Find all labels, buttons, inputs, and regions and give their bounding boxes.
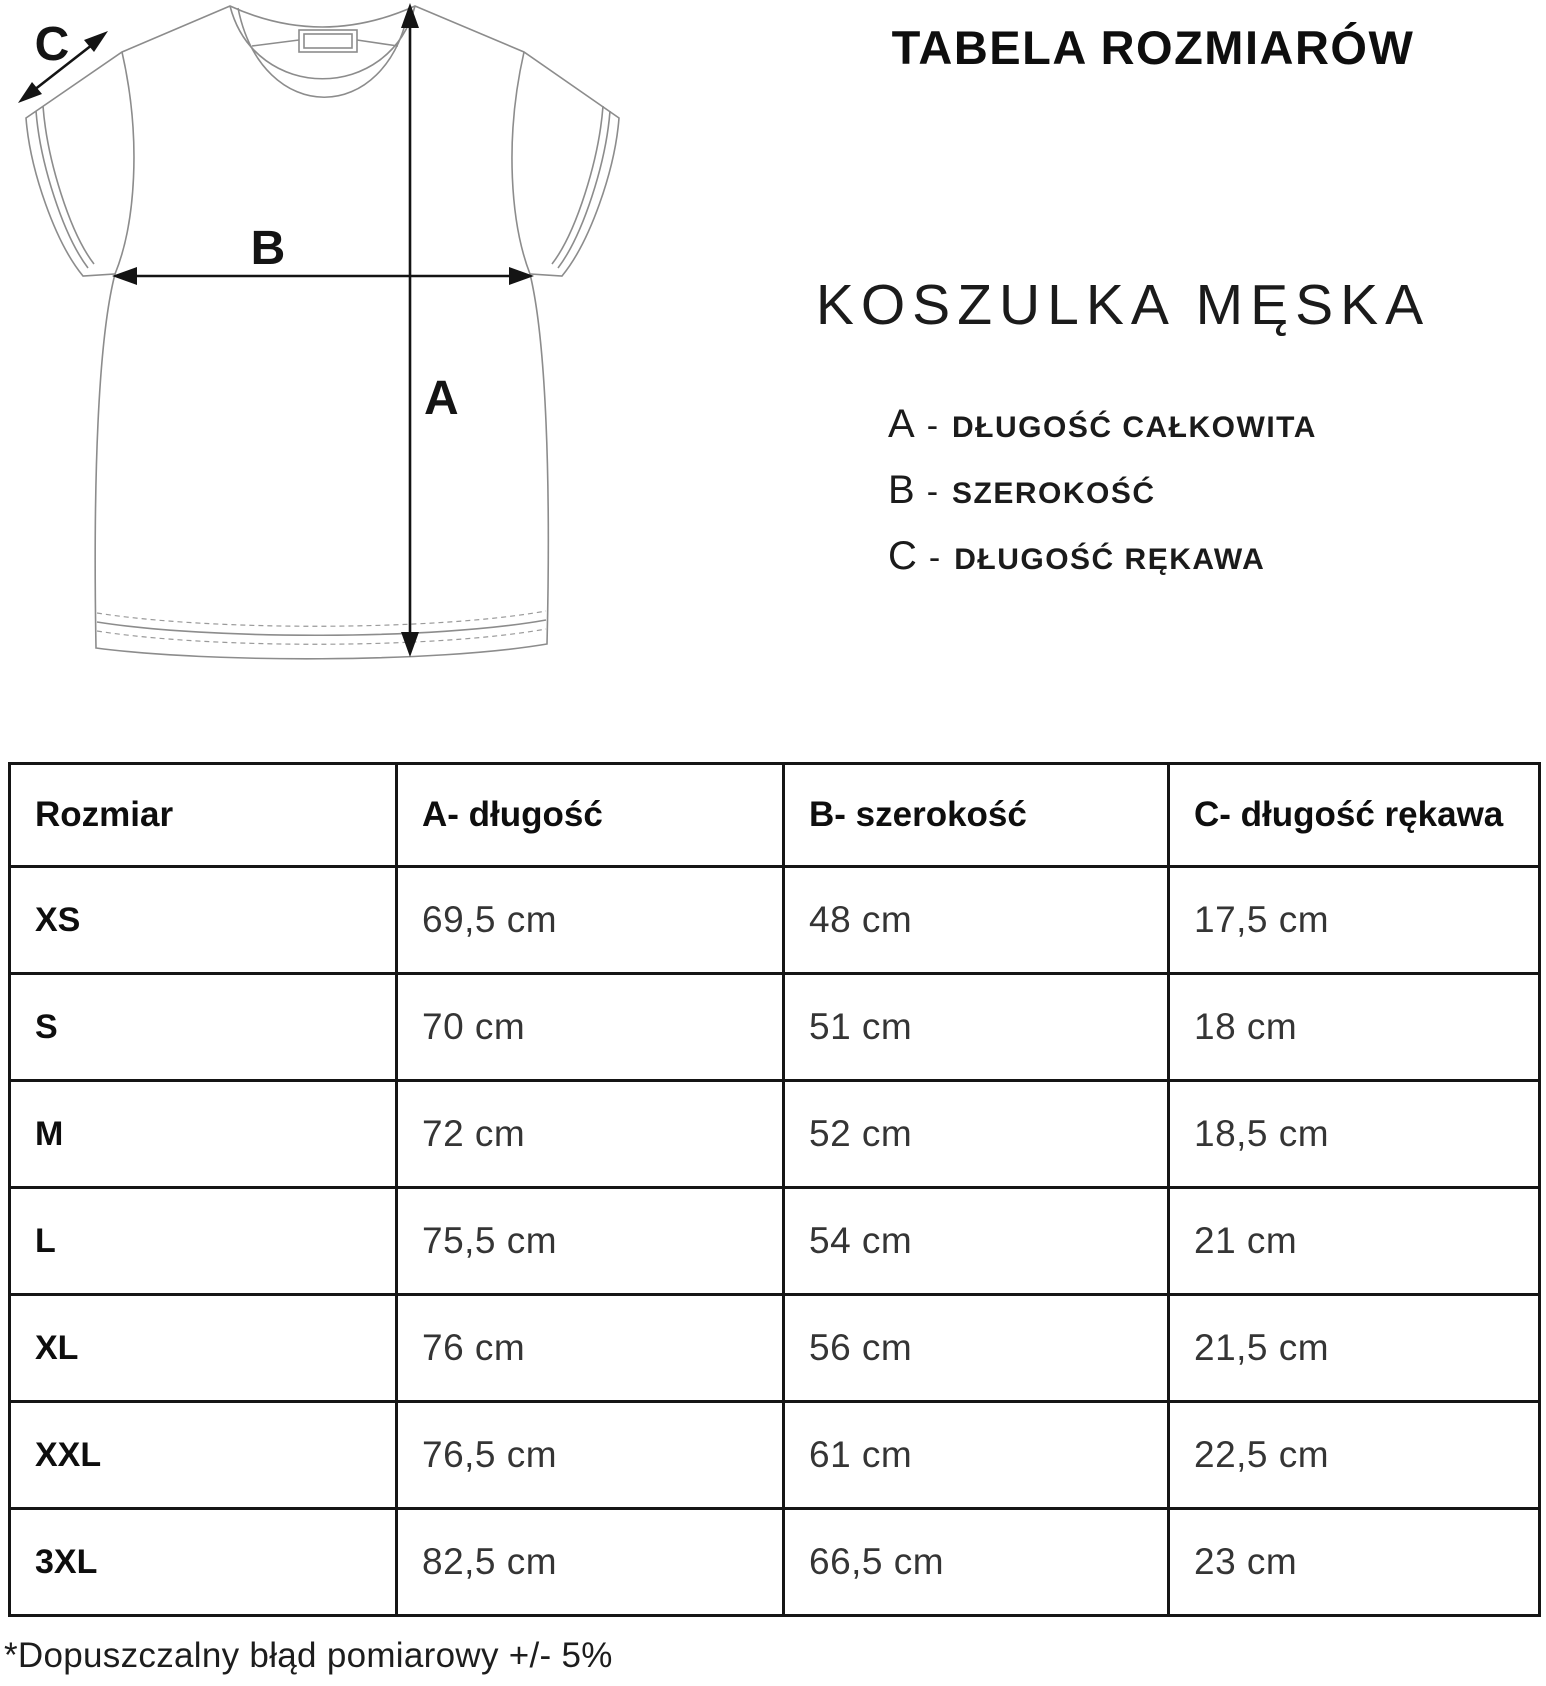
- legend-dash: -: [926, 407, 939, 445]
- arrow-b-head-left: [112, 267, 137, 285]
- shirt-outline: [26, 6, 619, 659]
- size-cell: M: [10, 1081, 397, 1188]
- legend-dash: -: [926, 473, 939, 511]
- neck-label-inner: [304, 34, 352, 48]
- arrow-a-head-bottom: [401, 632, 419, 657]
- size-cell: XXL: [10, 1402, 397, 1509]
- size-cell: XL: [10, 1295, 397, 1402]
- table-row-xxl: [10, 1402, 1540, 1509]
- legend-item-b: [888, 468, 1317, 513]
- table-header-row: [10, 764, 1540, 867]
- table-row-3xl: [10, 1509, 1540, 1616]
- size-cell: 3XL: [10, 1509, 397, 1616]
- size-cell: S: [10, 974, 397, 1081]
- size-cell: XS: [10, 867, 397, 974]
- b-value-cell: 61 cm: [784, 1402, 1169, 1509]
- legend-text: DŁUGOŚĆ RĘKAWA: [954, 543, 1266, 576]
- c-value-cell: 21 cm: [1169, 1188, 1540, 1295]
- left-armhole-seam: [115, 52, 134, 274]
- a-value-cell: 70 cm: [397, 974, 784, 1081]
- a-value-cell: 76,5 cm: [397, 1402, 784, 1509]
- table-row-xs: [10, 867, 1540, 974]
- tshirt-drawing: [0, 0, 660, 700]
- c-value-cell: 17,5 cm: [1169, 867, 1540, 974]
- hem-stitch-1: [97, 611, 546, 626]
- size-table: [8, 762, 1541, 1617]
- a-value-cell: 75,5 cm: [397, 1188, 784, 1295]
- right-sleeve-seam: [558, 111, 610, 268]
- page-title: TABELA ROZMIARÓW: [891, 21, 1415, 74]
- product-heading: KOSZULKA MĘSKA: [815, 273, 1431, 337]
- size-cell: L: [10, 1188, 397, 1295]
- b-value-cell: 56 cm: [784, 1295, 1169, 1402]
- table-row-xl: [10, 1295, 1540, 1402]
- a-value-cell: 82,5 cm: [397, 1509, 784, 1616]
- label-connector-left: [252, 40, 299, 46]
- a-value-cell: 72 cm: [397, 1081, 784, 1188]
- size-table-wrapper: [8, 762, 1541, 1617]
- c-value-cell: 23 cm: [1169, 1509, 1540, 1616]
- dimension-label-b: B: [250, 222, 286, 275]
- legend-item-a: [888, 402, 1317, 447]
- c-value-cell: 18 cm: [1169, 974, 1540, 1081]
- right-armhole-seam: [512, 52, 530, 274]
- b-value-cell: 52 cm: [784, 1081, 1169, 1188]
- hem-stitch-2: [97, 629, 546, 644]
- b-value-cell: 54 cm: [784, 1188, 1169, 1295]
- legend-text: SZEROKOŚĆ: [952, 477, 1156, 510]
- label-connector-right: [357, 40, 398, 46]
- b-value-cell: 48 cm: [784, 867, 1169, 974]
- tshirt-diagram: [0, 0, 660, 700]
- legend-dash: -: [928, 539, 941, 577]
- legend-letter: B: [888, 468, 915, 512]
- dimension-label-a: A: [424, 372, 459, 425]
- header-a-dlugosc: A- długość: [397, 764, 784, 867]
- hem-edge: [97, 620, 546, 635]
- table-row-l: [10, 1188, 1540, 1295]
- c-value-cell: 18,5 cm: [1169, 1081, 1540, 1188]
- b-value-cell: 66,5 cm: [784, 1509, 1169, 1616]
- legend-letter: A: [888, 402, 915, 446]
- measurement-legend: [888, 402, 1317, 579]
- a-value-cell: 76 cm: [397, 1295, 784, 1402]
- legend-text: DŁUGOŚĆ CAŁKOWITA: [952, 411, 1317, 444]
- a-value-cell: 69,5 cm: [397, 867, 784, 974]
- table-row-m: [10, 1081, 1540, 1188]
- dimension-label-c: C: [34, 18, 70, 71]
- table-row-s: [10, 974, 1540, 1081]
- legend-letter: C: [888, 534, 917, 578]
- header-b-szerokosc: B- szerokość: [784, 764, 1169, 867]
- legend-item-c: [888, 534, 1317, 579]
- header-rozmiar: Rozmiar: [10, 764, 397, 867]
- c-value-cell: 22,5 cm: [1169, 1402, 1540, 1509]
- header-c-dlugosc-rekawa: C- długość rękawa: [1169, 764, 1540, 867]
- measurement-tolerance-note: *Dopuszczalny błąd pomiarowy +/- 5%: [4, 1636, 613, 1675]
- c-value-cell: 21,5 cm: [1169, 1295, 1540, 1402]
- arrow-b-head-right: [509, 267, 534, 285]
- b-value-cell: 51 cm: [784, 974, 1169, 1081]
